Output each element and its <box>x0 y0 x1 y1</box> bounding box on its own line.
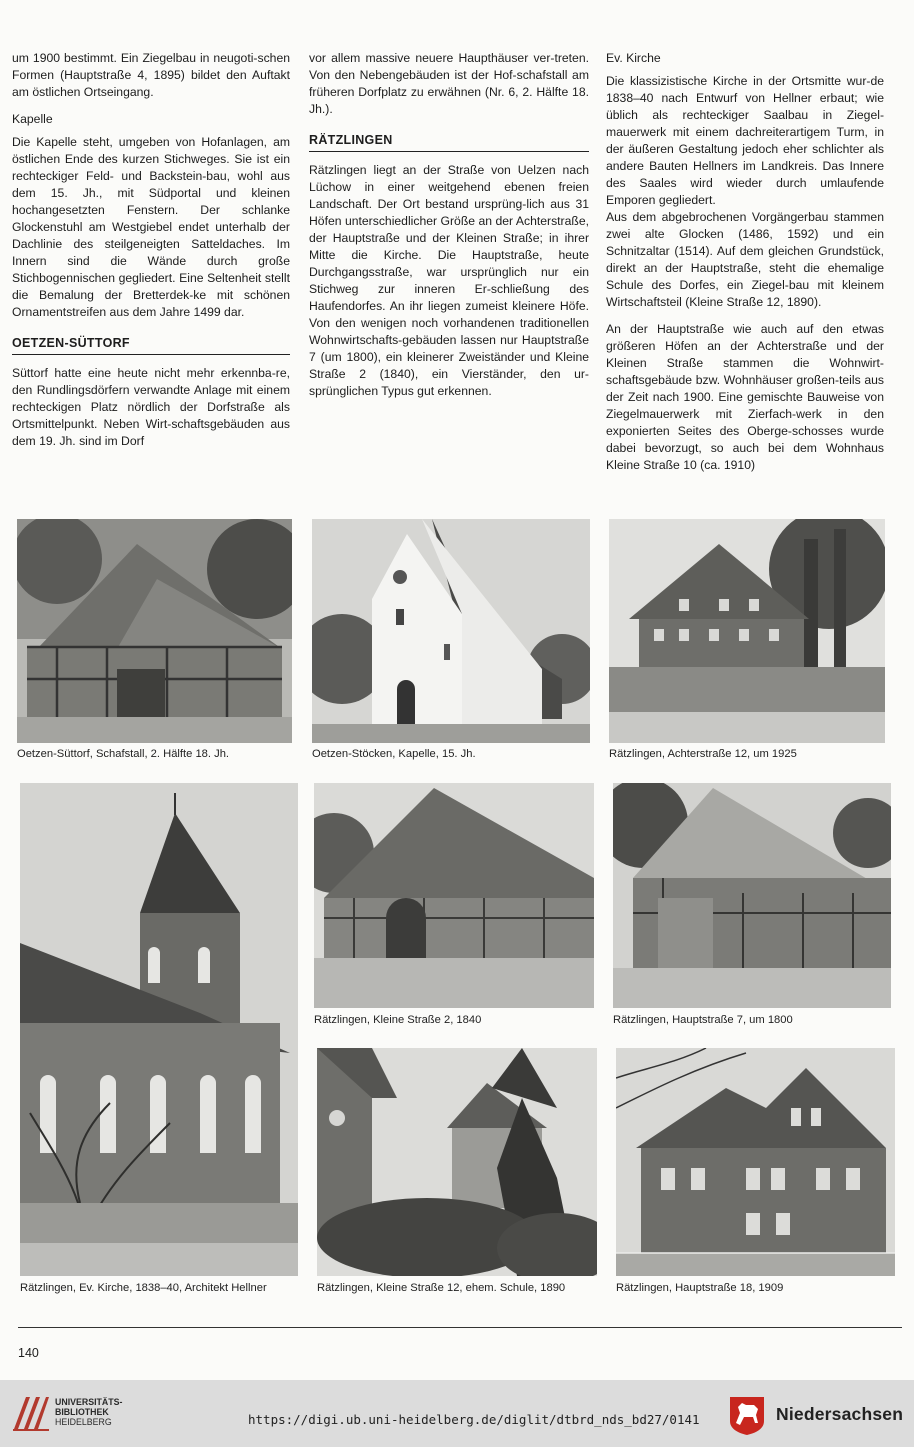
caption-kapelle: Oetzen-Stöcken, Kapelle, 15. Jh. <box>312 748 476 760</box>
heading-oetzen-suettorf: OETZEN-SÜTTORF <box>12 335 290 355</box>
footer-rule <box>18 1327 902 1328</box>
photo-kleine-strasse-12-schule <box>317 1048 597 1276</box>
caption-kleine-strasse-12: Rätzlingen, Kleine Straße 12, ehem. Schule, 1890 <box>317 1282 566 1294</box>
photo-hauptstrasse-18 <box>616 1048 895 1276</box>
caption-achterstrasse-12: Rätzlingen, Achterstraße 12, um 1925 <box>609 748 797 760</box>
footer-bar <box>0 1380 914 1447</box>
caption-hauptstrasse-18: Rätzlingen, Hauptstraße 18, 1909 <box>616 1282 784 1294</box>
photo-kapelle <box>312 519 590 743</box>
paragraph: vor allem massive neuere Haupthäuser ver-treten. Von den Nebengebäuden ist der Hof-schafstall am früheren Dorfplatz zu erwähnen (Nr. 6, 2. Hälfte 18. Jh.). <box>309 51 589 116</box>
niedersachsen-horse-icon[interactable] <box>728 1395 766 1435</box>
heading-kapelle: Kapelle <box>12 112 53 126</box>
source-url-link[interactable]: https://digi.ub.uni-heidelberg.de/diglit/dtbrd_nds_bd27/0141 <box>248 1412 700 1427</box>
photo-schafstall <box>17 519 292 743</box>
paragraph: Die Kapelle steht, umgeben von Hofanlagen, am östlichen Ende des kurzen Stichweges. Sie ist ein rechteckiger Feld- und Backstein-bau, wohl aus dem 15. Jh., mit Südportal und kleinen hochangesetzten Fenstern. Der schlanke Glockenstuhl am Westgiebel endet unterhalb der Dachlinie des steilgeneigten Satteldaches. Im Innern sind die Wände durch große Stichbogennischen gegliedert. Eine Seltenheit stellt die Bemalung der Bretterdek-ke mit schönen Ornamentstreifen aus dem Jahre 1499 dar. <box>12 135 290 319</box>
library-line-3: HEIDELBERG <box>55 1417 112 1427</box>
photo-achterstrasse-12 <box>609 519 885 743</box>
caption-schafstall: Oetzen-Süttorf, Schafstall, 2. Hälfte 18. Jh. <box>17 748 230 760</box>
university-library-name <box>55 1397 122 1427</box>
paragraph: Aus dem abgebrochenen Vorgängerbau stammen zwei alte Glocken (1486, 1592) und ein Schnitzaltar (1514). Auf dem gleichen Grundstück, direkt an der Hauptstraße, steht die ehemalige Schule des Dorfes, ein Ziegel-bau mit kleinem Wirtschaftsteil (Kleine Straße 12, 1890). <box>606 210 884 309</box>
photo-kleine-strasse-2 <box>314 783 594 1008</box>
caption-kleine-strasse-2: Rätzlingen, Kleine Straße 2, 1840 <box>314 1014 482 1026</box>
library-line-2: BIBLIOTHEK <box>55 1407 109 1417</box>
paragraph: Süttorf hatte eine heute nicht mehr erkennba-re, den Rundlingsdörfern verwandte Anlage mit einem rechteckigen Platz nördlich der Dorfstraße als Ortsmittelpunkt. Neben Wirt-schaftsgebäuden aus dem 19. Jh. sind im Dorf <box>12 366 290 448</box>
caption-ev-kirche: Rätzlingen, Ev. Kirche, 1838–40, Architekt Hellner <box>20 1282 267 1294</box>
paragraph: Rätzlingen liegt an der Straße von Uelzen nach Lüchow in einer weitgehend ebenen freien Landschaft. Der Ort bestand ursprüng-lich aus 31 Höfen unterschiedlicher Größe an der Achterstraße, der Hauptstraße und der Kleinen Straße; in ihrer Mitte die Kirche. Die Hauptstraße, heute Durchgangsstraße, war ursprünglich nur ein Stichweg zur inneren Er-schließung des Haufendorfes. An ihr liegen zumeist kleinere Höfe. Von den wenigen noch vorhandenen traditionellen Wohnwirtschafts-gebäuden lassen nur Hauptstraße 7 (um 1800), ein kleinerer Zweiständer und Kleine Straße 2 (1840), ein Vierständer, den ur-sprünglichen Typus gut erkennen. <box>309 163 589 398</box>
text-column-2 <box>309 50 589 400</box>
photo-ev-kirche <box>20 783 298 1276</box>
heading-ev-kirche: Ev. Kirche <box>606 51 661 65</box>
page-number: 140 <box>18 1346 39 1360</box>
paragraph: um 1900 bestimmt. Ein Ziegelbau in neugoti-schen Formen (Hauptstraße 4, 1895) bildet den Auftakt am östlichen Ortseingang. <box>12 51 290 99</box>
caption-hauptstrasse-7: Rätzlingen, Hauptstraße 7, um 1800 <box>613 1014 793 1026</box>
text-column-3 <box>606 50 884 474</box>
niedersachsen-brand: Niedersachsen <box>776 1404 904 1424</box>
paragraph: An der Hauptstraße wie auch auf den etwas größeren Höfen an der Achterstraße und der Kleinen Straße stammen die Wohnwirt-schaftsgebäude bzw. Wohnhäuser großen-teils aus der Zeit nach 1900. Eine gemischte Bauweise von Ziegelmauerwerk mit Zierfach-werk in den exponierten Seites des Oberge-schosses wurde dabei bevorzugt, so auch bei dem Wohnhaus Kleine Straße 10 (ca. 1910) <box>606 322 884 472</box>
photo-hauptstrasse-7 <box>613 783 891 1008</box>
university-library-logo-icon[interactable] <box>10 1393 50 1433</box>
paragraph: Die klassizistische Kirche in der Ortsmitte wur-de 1838–40 nach Entwurf von Hellner erbaut; wie üblich als rechteckiger Saalbau in Ziegel-mauerwerk mit einem dachreiterartigem Turm, in der äußeren Gestaltung jedoch eher schlichter als andere Bauten Hellners im Landkreis. Das Innere des Saales wird wieder durch umlaufende Emporen gegliedert. <box>606 74 884 207</box>
library-line-1: UNIVERSITÄTS- <box>55 1397 123 1407</box>
text-column-1 <box>12 50 290 450</box>
heading-raetzlingen: RÄTZLINGEN <box>309 132 589 152</box>
